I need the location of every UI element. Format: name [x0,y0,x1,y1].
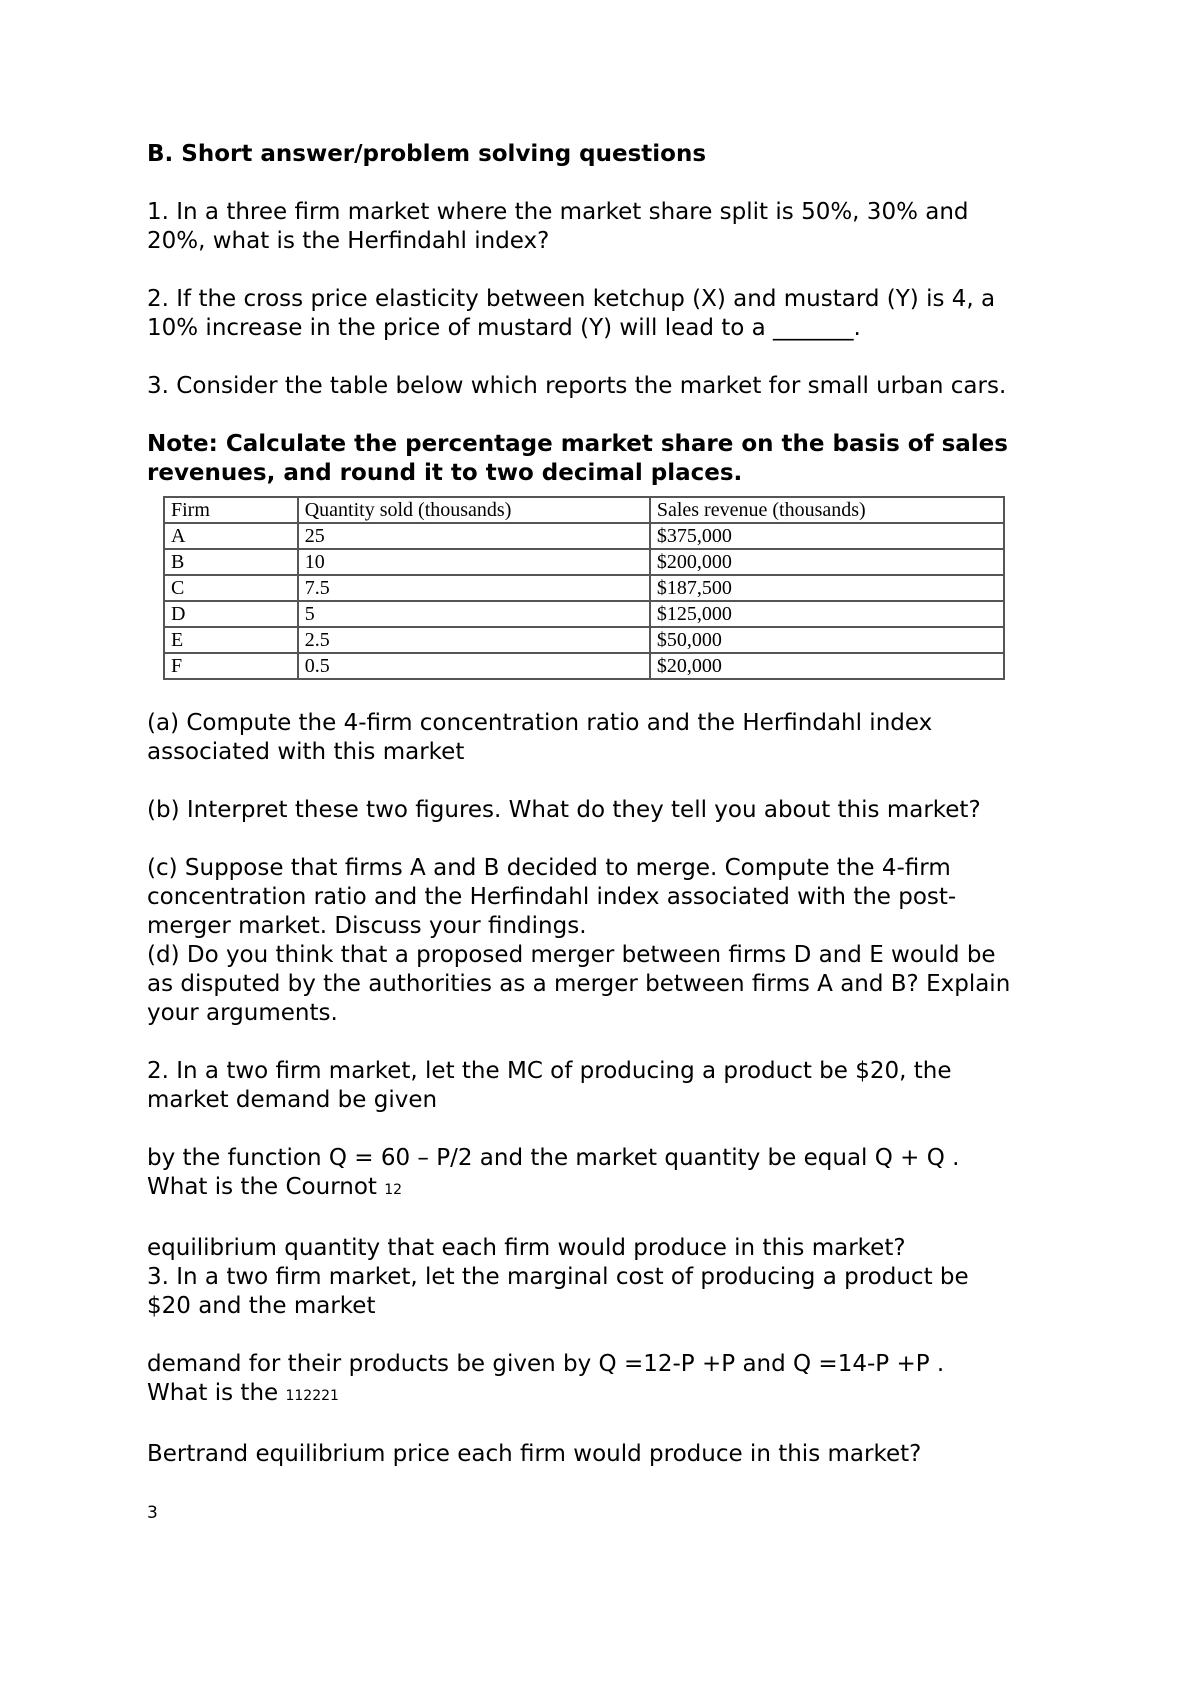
cell-firm: D [164,601,298,627]
part-c-line-3: merger market. Discuss your findings. [147,913,587,939]
part-d [147,941,1087,1028]
section-heading: B. Short answer/problem solving questions [147,141,707,167]
part-b [147,796,1087,825]
table-row [164,575,1004,601]
part-b-line: (b) Interpret these two figures. What do they tell you about this market? [147,797,981,823]
question-2-line-1: 2. If the cross price elasticity between ketchup (X) and mustard (Y) is 4, a [147,286,996,312]
cell-quantity: 10 [298,549,650,575]
bertrand-line-2: $20 and the market [147,1293,376,1319]
part-c-line-1: (c) Suppose that firms A and B decided to merge. Compute the 4-firm [147,855,951,881]
cournot-question-cont [147,1144,1087,1205]
table-header-row [164,497,1004,523]
cell-quantity: 25 [298,523,650,549]
cournot-question-end [147,1234,1087,1263]
cournot-question [147,1057,1087,1115]
table-row [164,653,1004,679]
cell-quantity: 2.5 [298,627,650,653]
part-c-line-2: concentration ratio and the Herfindahl index associated with the post- [147,884,957,910]
cell-revenue: $375,000 [650,523,1004,549]
cell-revenue: $20,000 [650,653,1004,679]
cournot-line-2: market demand be given [147,1087,438,1113]
cournot-line-5: equilibrium quantity that each firm would produce in this market? [147,1235,906,1261]
cournot-line-4-text: What is the Cournot [147,1174,377,1200]
part-c [147,854,1087,941]
cournot-line-4 [147,1173,1087,1205]
note-line-2: revenues, and round it to two decimal places. [147,460,743,486]
cournot-line-1: 2. In a two firm market, let the MC of producing a product be $20, the [147,1058,952,1084]
page-number: 3 [147,1503,158,1523]
table-row [164,601,1004,627]
note-line-1: Note: Calculate the percentage market share on the basis of sales [147,431,1008,457]
part-d-line-3: your arguments. [147,1000,338,1026]
question-3-intro: 3. Consider the table below which reports the market for small urban cars. [147,373,1007,399]
question-1-line-2: 20%, what is the Herfindahl index? [147,228,550,254]
bertrand-question-end [147,1440,1087,1469]
table-row [164,627,1004,653]
bertrand-line-4-text: What is the [147,1380,279,1406]
cell-revenue: $125,000 [650,601,1004,627]
cournot-subscript: 12 [384,1182,403,1198]
part-d-line-1: (d) Do you think that a proposed merger between firms D and E would be [147,942,996,968]
question-1 [147,198,1087,256]
bertrand-line-5: Bertrand equilibrium price each firm would produce in this market? [147,1441,922,1467]
table-row [164,523,1004,549]
cell-firm: E [164,627,298,653]
question-2 [147,285,1087,343]
part-a-line-1: (a) Compute the 4-firm concentration ratio and the Herfindahl index [147,710,933,736]
header-firm: Firm [164,497,298,523]
bertrand-line-4 [147,1379,1087,1411]
cell-revenue: $200,000 [650,549,1004,575]
bertrand-question-cont [147,1350,1087,1411]
cournot-line-3: by the function Q = 60 – P/2 and the market quantity be equal Q + Q . [147,1145,960,1171]
cell-firm: C [164,575,298,601]
question-2-line-2: 10% increase in the price of mustard (Y) will lead to a _______. [147,315,861,341]
cell-revenue: $50,000 [650,627,1004,653]
cell-firm: A [164,523,298,549]
bertrand-question [147,1263,1087,1321]
header-revenue: Sales revenue (thousands) [650,497,1004,523]
cell-quantity: 0.5 [298,653,650,679]
bertrand-line-3: demand for their products be given by Q =12-P +P and Q =14-P +P . [147,1351,945,1377]
part-d-line-2: as disputed by the authorities as a merger between firms A and B? Explain [147,971,1011,997]
cell-firm: B [164,549,298,575]
bertrand-line-1: 3. In a two firm market, let the marginal cost of producing a product be [147,1264,969,1290]
part-a-line-2: associated with this market [147,739,465,765]
bertrand-subscript: 112221 [285,1388,339,1404]
question-3 [147,372,1087,401]
cell-revenue: $187,500 [650,575,1004,601]
header-quantity: Quantity sold (thousands) [298,497,650,523]
cell-firm: F [164,653,298,679]
part-a [147,709,1087,767]
document-body [147,140,1087,1469]
market-table [163,496,1005,680]
cell-quantity: 7.5 [298,575,650,601]
table-row [164,549,1004,575]
cell-quantity: 5 [298,601,650,627]
question-3-note [147,430,1087,488]
question-1-line-1: 1. In a three firm market where the market share split is 50%, 30% and [147,199,969,225]
